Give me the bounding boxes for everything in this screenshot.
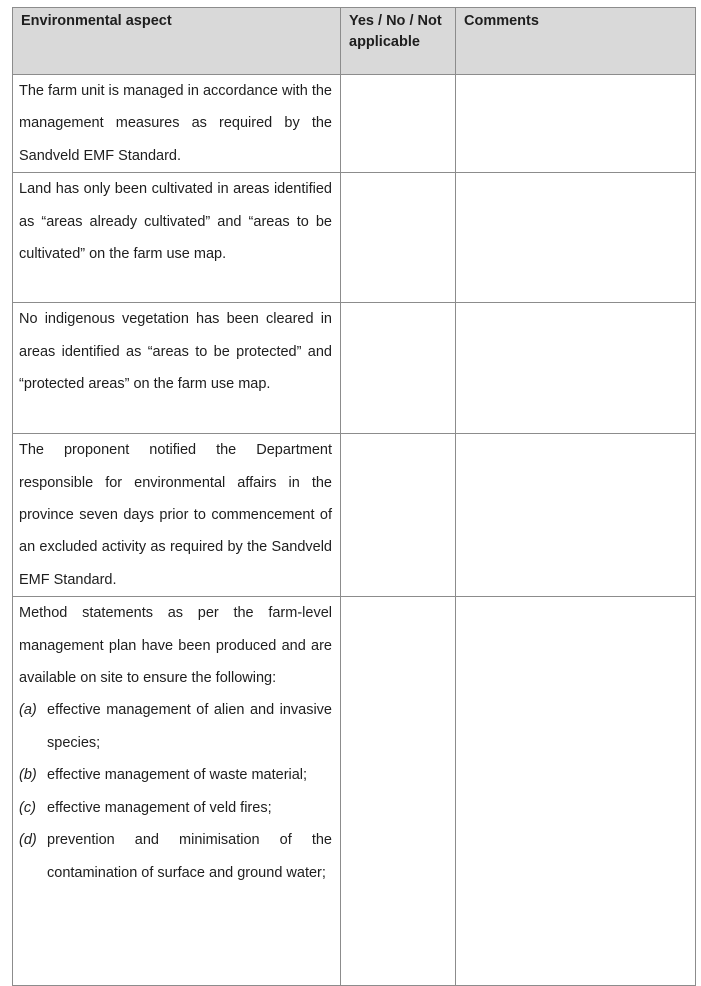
aspect-text: Method statements as per the farm-level management plan have been produced and are available on site to ensure the following: [19,605,332,687]
comments-cell[interactable] [456,303,696,434]
list-item [19,759,332,791]
table-header-row [13,8,696,75]
aspect-block [13,597,340,889]
aspect-text: The proponent notified the Department responsible for environmental affairs in the province seven days prior to commencement of an excluded activity as required by the Sandveld EMF Standard. [19,442,332,588]
list-item [19,824,332,889]
list-marker: (a) [19,702,37,719]
table-row [13,303,696,434]
status-cell[interactable] [341,597,456,986]
list-marker: (d) [19,832,37,849]
aspect-cell [13,303,341,434]
status-cell[interactable] [341,303,456,434]
header-comments: Comments [456,8,696,75]
list-marker: (b) [19,767,37,784]
comments-cell[interactable] [456,173,696,303]
list-item-text: effective management of veld fires; [47,799,272,816]
environmental-checklist-table [12,7,696,986]
status-cell[interactable] [341,75,456,173]
comments-cell[interactable] [456,434,696,597]
aspect-cell [13,434,341,597]
aspect-cell [13,173,341,303]
table-row [13,75,696,173]
list-item [19,792,332,824]
status-cell[interactable] [341,173,456,303]
comments-cell[interactable] [456,597,696,986]
list-item-text: prevention and minimisation of the contamination of surface and ground water; [47,832,332,881]
aspect-cell [13,597,341,986]
list-item [19,694,332,759]
list-marker: (c) [19,799,36,816]
table-row [13,173,696,303]
list-item-text: effective management of alien and invasive species; [47,702,332,751]
aspect-text: Land has only been cultivated in areas identified as “areas already cultivated” and “areas to be cultivated” on the farm use map. [19,181,332,263]
table-row [13,434,696,597]
aspect-cell [13,75,341,173]
comments-cell[interactable] [456,75,696,173]
header-environmental-aspect: Environmental aspect [13,8,341,75]
list-item-text: effective management of waste material; [47,767,308,784]
aspect-text: No indigenous vegetation has been cleared in areas identified as “areas to be protected” and “protected areas” on the farm use map. [19,311,332,393]
table-row [13,597,696,986]
status-cell[interactable] [341,434,456,597]
header-yes-no-na: Yes / No / Not applicable [341,8,456,75]
aspect-text: The farm unit is managed in accordance with the management measures as required by the Sandveld EMF Standard. [19,83,332,164]
